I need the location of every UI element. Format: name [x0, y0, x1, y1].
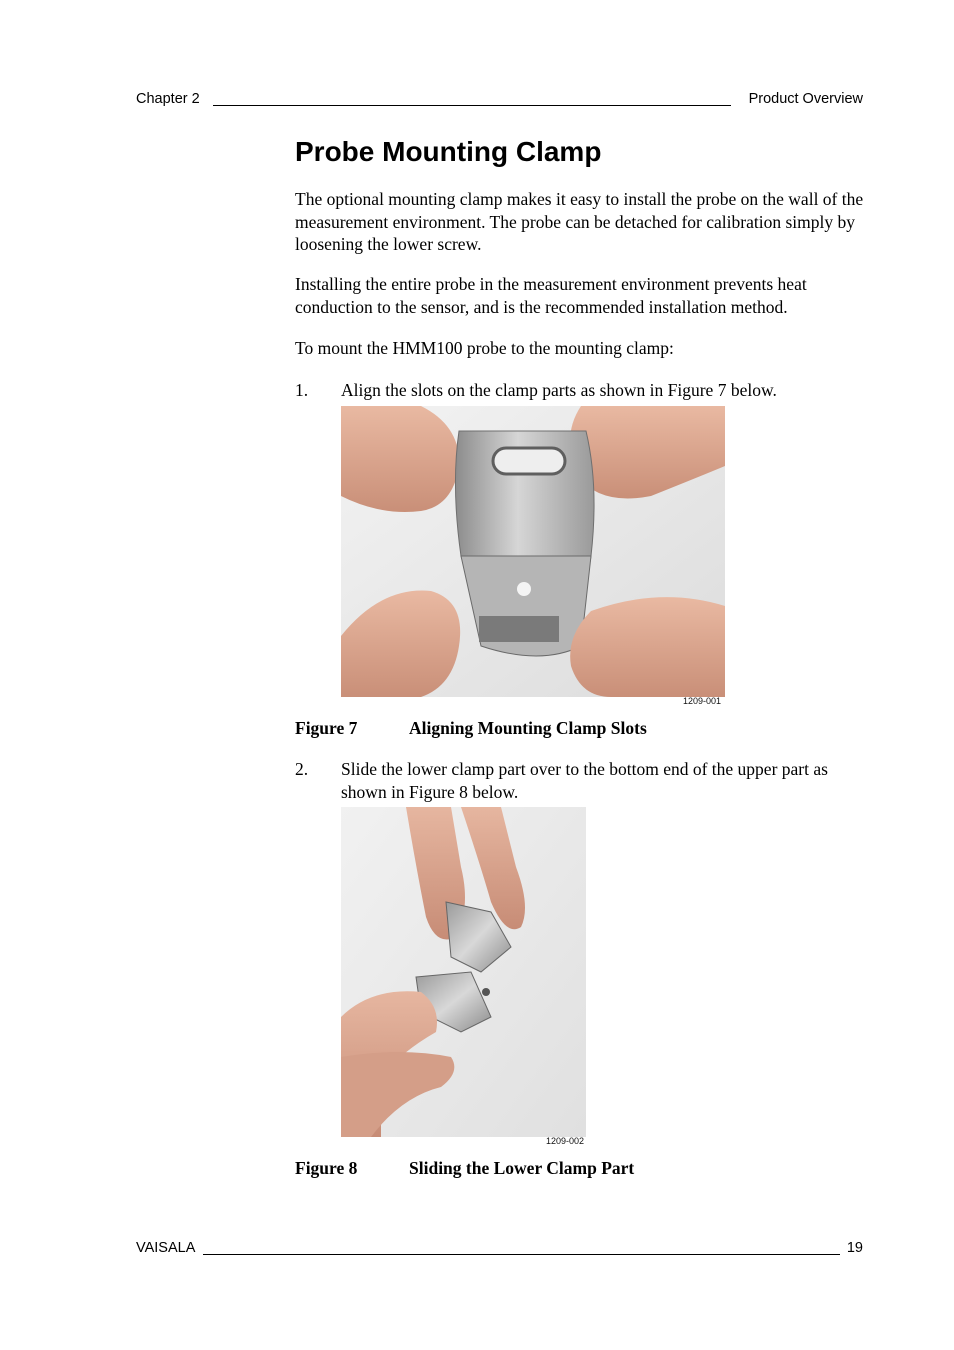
figure-8-code: 1209-002 — [546, 1136, 585, 1146]
header-chapter: Chapter 2 — [136, 91, 200, 107]
footer-rule — [203, 1254, 840, 1255]
paragraph-installation: Installing the entire probe in the measurement environment prevents heat conduction to the sensor, and is the recommended installation method. — [295, 274, 807, 317]
paragraph-procedure-lead: To mount the HMM100 probe to the mounting clamp: — [295, 338, 674, 358]
figure-8-label: Figure 8 — [295, 1158, 358, 1178]
page-number: 19 — [846, 1240, 863, 1256]
step-1-text: Align the slots on the clamp parts as shown in Figure 7 below. — [341, 380, 777, 400]
header-section: Product Overview — [748, 91, 863, 107]
step-1-number: 1. — [295, 380, 309, 400]
figure-7-code: 1209-001 — [683, 696, 722, 706]
figure-8-photo — [341, 807, 586, 1137]
step-2-number: 2. — [295, 759, 309, 779]
header-rule — [213, 105, 731, 106]
figure-7-photo — [341, 406, 725, 697]
step-2-text: Slide the lower clamp part over to the bottom end of the upper part as shown in Figure 8 below. — [341, 759, 828, 802]
figure-8-caption: Sliding the Lower Clamp Part — [409, 1158, 635, 1178]
page-title: Probe Mounting Clamp — [295, 136, 602, 167]
figure-7-label: Figure 7 — [295, 718, 358, 738]
paragraph-intro: The optional mounting clamp makes it easy to install the probe on the wall of the measurement environment. The probe can be detached for calibration simply by loosening the lower screw. — [295, 189, 864, 255]
footer-company: VAISALA — [136, 1240, 196, 1256]
figure-7-caption: Aligning Mounting Clamp Slots — [409, 718, 647, 738]
